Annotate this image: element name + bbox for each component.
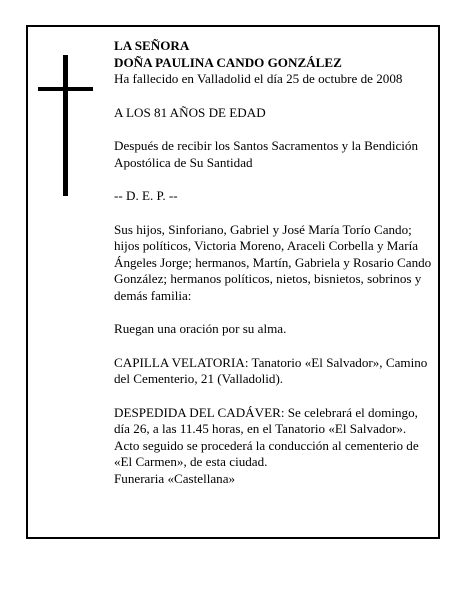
farewell-text: DESPEDIDA DEL CADÁVER: Se celebrará el domingo, día 26, a las 11.45 horas, en el Tanatorio «El Salvador». Acto seguido se procederá la conducción al cementerio de «El Carmen», de esta ciudad. [114,404,419,469]
age-line: A LOS 81 AÑOS DE EDAD [114,104,266,120]
deceased-name: DOÑA PAULINA CANDO GONZÁLEZ [114,54,342,70]
obituary-title: LA SEÑORA [114,38,190,53]
chapel-text: CAPILLA VELATORIA: Tanatorio «El Salvador», Camino del Cementerio, 21 (Valladolid). [114,354,428,386]
cross-vertical-bar [63,55,68,196]
obituary-text [114,38,432,487]
rip-line: -- D. E. P. -- [114,188,178,203]
prayer-text: Ruegan una oración por su alma. [114,321,287,336]
death-announcement: Ha fallecido en Valladolid el día 25 de octubre de 2008 [114,71,403,86]
sacraments-text: Después de recibir los Santos Sacramentos y la Bendición Apostólica de Su Santidad [114,138,418,170]
funeral-home: Funeraria «Castellana» [114,470,236,486]
family-text: Sus hijos, Sinforiano, Gabriel y José María Torío Cando; hijos políticos, Victoria Moreno, Araceli Corbella y María Ángeles Jorge; hermanos, Martín, Gabriela y Rosario Cando González; hermanos políticos, nietos, bisnietos, sobrinos y demás familia: [114,221,432,303]
cross-horizontal-bar [38,87,93,91]
